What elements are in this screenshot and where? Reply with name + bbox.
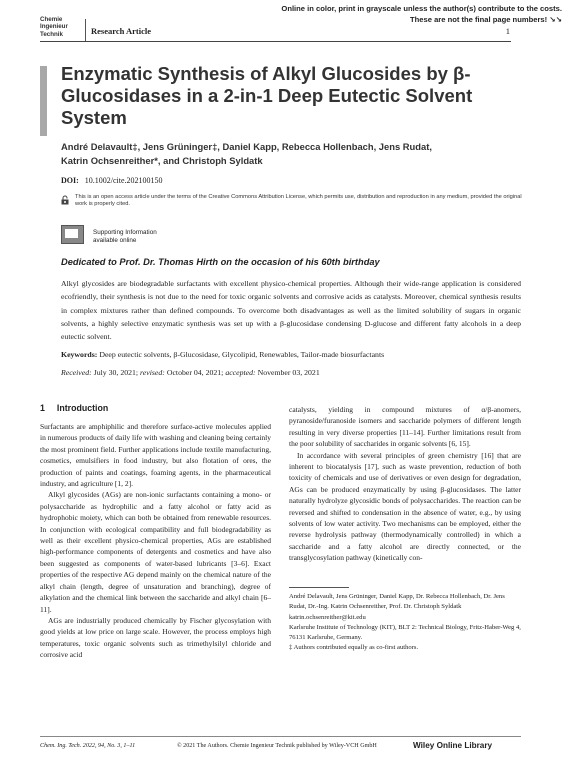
color-notice bbox=[281, 3, 562, 25]
author-footnote bbox=[289, 592, 521, 654]
notice-line-2: These are not the final page numbers! ↘↘ bbox=[410, 15, 562, 24]
header-line bbox=[40, 41, 511, 42]
dedication: Dedicated to Prof. Dr. Thomas Hirth on the occasion of his 60th birthday bbox=[61, 257, 380, 267]
journal-reference: Chem. Ing. Tech. 2022, 94, No. 3, 1–11 bbox=[40, 743, 136, 749]
section-heading bbox=[40, 403, 108, 413]
journal-logo bbox=[40, 16, 68, 38]
affiliation: Karlsruhe Institute of Technology (KIT), BLT 2: Technical Biology, Fritz-Haber-Weg 4, 76131 Karlsruhe, Germany. bbox=[289, 623, 521, 642]
paragraph: Alkyl glycosides (AGs) are non-ionic surfactants containing a mono- or polysaccharide as hydrophilic and a fatty alcohol or fatty acid as hydrophobic moiety, which can both be obtained from renewable resources. In conjunction with ecological compatibility and full biodegradability as well as their excellent physico-chemical properties, AGs are established high-performance components of detergents and cosmetics and have also been suggested as components of water-based lubricants [3–6]. Exact properties of the respective AG depend mainly on the chemical nature of the alkyl chain (length, degree of unsaturation and branching), degree of alkylation and the chemical link between the saccharide and alkyl chain [6–11]. bbox=[40, 490, 271, 614]
received-label: Received: bbox=[61, 368, 92, 377]
authors-line-1: André Delavault‡, Jens Grüninger‡, Daniel Kapp, Rebecca Hollenbach, Jens Rudat, bbox=[61, 141, 432, 152]
paragraph: In accordance with several principles of green chemistry [16] that are inherent to biocatalysis [17], such as waste prevention, reduction of both toxicity of chemicals and use of derivatives or even design for degradation, AGs can be produced enzymatically by using β-glucosidases. The latter naturally hydrolyze glycosidic bonds of polysaccharides. The reaction can be reversed and shifted to condensation in the absence of water, e.g., by using solvents of low water activity. Two mechanisms can be employed, either the reverse hydrolysis pathway (thermodynamically controlled) in which a saccharide and a fatty alcohol are directly connected, or the transglycosylation pathway (kinetically con- bbox=[289, 450, 521, 563]
right-column bbox=[289, 404, 521, 564]
doi-link[interactable]: 10.1002/cite.202100150 bbox=[84, 176, 163, 185]
keywords-list: Deep eutectic solvents, β-Glucosidase, Glycolipid, Renewables, Tailor-made biosurfactants bbox=[99, 350, 385, 359]
equal-contribution-note: ‡ Authors contributed equally as co-first authors. bbox=[289, 644, 419, 652]
open-access-notice: This is an open access article under the terms of the Creative Commons Attribution License, which permits use, distribution and reproduction in any medium, provided the original work is properly cited. bbox=[75, 194, 522, 208]
abstract: Alkyl glycosides are biodegradable surfactants with excellent physico-chemical properties. Although their wide-range application is considered ecofriendly, their synthesis is not due to the need for toxic organic solvents and corrosive acids as catalysts. Moreover, chemical synthesis results in complex mixtures rather than defined compounds. To overcome both disadvantages as well as the limited solubility of sugars in organic solvents, a highly selective enzymatic synthesis was set up with a β-glucosidase condensing D-glucose and different fatty alcohols in a deep eutectic solvent. bbox=[61, 279, 521, 342]
title-accent-bar bbox=[40, 66, 47, 136]
revised-date: October 04, 2021; bbox=[166, 368, 224, 377]
supporting-info-icon[interactable] bbox=[61, 225, 84, 244]
paragraph: Surfactants are amphiphilic and therefore surface-active molecules applied in numerous products of daily life with washing and cleaning being certainly the most prominent field. Further applications include textile manufacturing, cosmetics, emulsifiers in food industry, but also flotation of ores, the production of paints and coatings, foaming agents, in the pharmaceutical industry, and agriculture [1, 2]. bbox=[40, 422, 271, 489]
section-number: 1 bbox=[40, 403, 45, 413]
logo-line-3: Technik bbox=[40, 30, 63, 38]
supporting-info-link[interactable] bbox=[93, 229, 157, 245]
copyright: © 2021 The Authors. Chemie Ingenieur Technik published by Wiley-VCH GmbH bbox=[177, 743, 377, 749]
article-dates bbox=[61, 368, 521, 377]
footnote-rule bbox=[289, 587, 349, 588]
article-type: Research Article bbox=[91, 26, 152, 36]
open-access-icon bbox=[61, 195, 69, 205]
section-title: Introduction bbox=[56, 403, 109, 413]
authors-line-2: Katrin Ochsenreither*, and Christoph Syldatk bbox=[61, 155, 263, 166]
keywords bbox=[61, 350, 521, 359]
wiley-online-library-logo[interactable]: Wiley Online Library bbox=[413, 741, 493, 750]
corresponding-email[interactable]: katrin.ochsenreither@kit.edu bbox=[289, 613, 366, 621]
page-number: 1 bbox=[505, 26, 510, 36]
article-title: Enzymatic Synthesis of Alkyl Glucosides by β-Glucosidases in a 2-in-1 Deep Eutectic Solvent System bbox=[61, 63, 473, 128]
doi-label: DOI: bbox=[61, 176, 79, 185]
supporting-line-1: Supporting Information bbox=[93, 229, 157, 236]
keywords-label: Keywords: bbox=[61, 350, 98, 359]
revised-label: revised: bbox=[140, 368, 165, 377]
author-list bbox=[61, 140, 521, 168]
footer-line bbox=[40, 736, 521, 737]
left-column bbox=[40, 421, 271, 661]
logo-line-2: Ingenieur bbox=[40, 23, 68, 31]
accepted-label: accepted: bbox=[225, 368, 256, 377]
paragraph: catalysts, yielding in compound mixtures of α/β-anomers, pyranoside/furanoside isomers and saccharide polymers of different length resulting in very diverse properties [11–14]. Further limitations result from the poor solubility of saccharides in organic solvents [6, 15]. bbox=[289, 405, 521, 449]
header-divider bbox=[85, 19, 86, 41]
paragraph: AGs are industrially produced chemically by Fischer glycosylation with good yields at low price on large scale. However, the process employs high temperatures, toxic organic solvents such as trimethylsilyl chloride and corrosive acid bbox=[40, 615, 271, 660]
notice-line-1: Online in color, print in grayscale unless the author(s) contribute to the costs. bbox=[281, 4, 562, 13]
doi bbox=[61, 176, 163, 185]
accepted-date: November 03, 2021 bbox=[257, 368, 320, 377]
received-date: July 30, 2021; bbox=[93, 368, 139, 377]
supporting-line-2: available online bbox=[93, 237, 137, 244]
footnote-names: André Delavault, Jens Grüninger, Daniel Kapp, Dr. Rebecca Hollenbach, Dr. Jens Rudat, Dr.-Ing. Katrin Ochsenreither, Prof. Dr. Christoph Syldatk bbox=[289, 593, 505, 611]
logo-line-1: Chemie bbox=[40, 16, 63, 23]
